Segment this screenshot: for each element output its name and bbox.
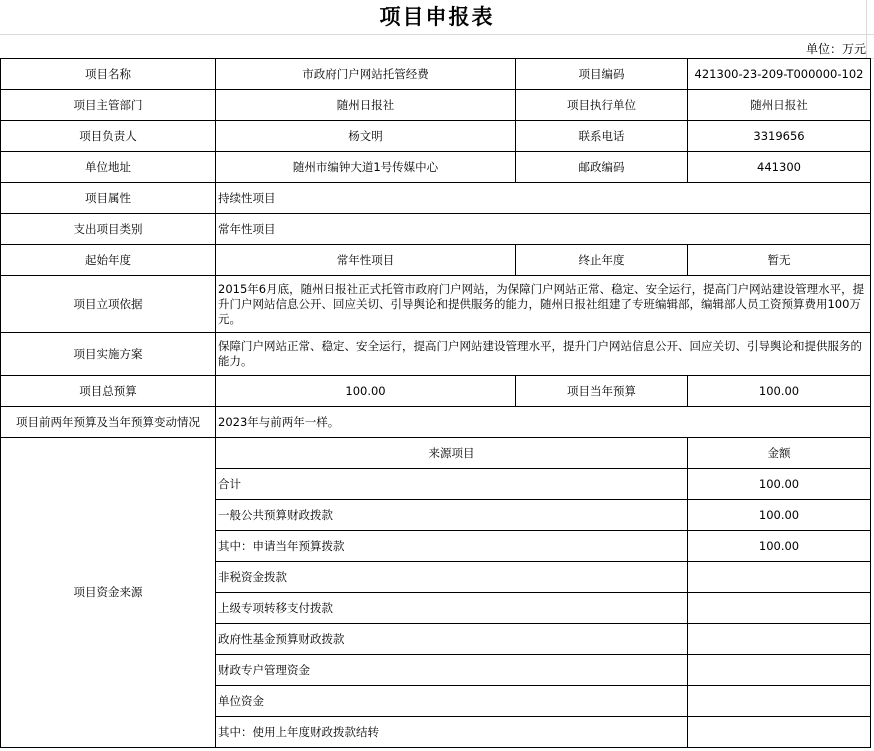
total-budget-label: 项目总预算 [1, 376, 216, 407]
table-row [1, 407, 871, 438]
owner-value[interactable]: 杨文明 [216, 121, 516, 152]
plan-value[interactable]: 保障门户网站正常、稳定、安全运行，提高门户网站建设管理水平，提升门户网站信息公开、回应关切、引导舆论和提供服务的能力。 [216, 333, 871, 376]
budget-change-label: 项目前两年预算及当年预算变动情况 [1, 407, 216, 438]
exec-unit-value[interactable]: 随州日报社 [688, 90, 871, 121]
fund-source-amount[interactable]: 100.00 [688, 469, 871, 500]
plan-label: 项目实施方案 [1, 333, 216, 376]
phone-value[interactable]: 3319656 [688, 121, 871, 152]
table-row [1, 376, 871, 407]
category-label: 支出项目类别 [1, 214, 216, 245]
fund-source-name: 非税资金拨款 [216, 562, 688, 593]
exec-unit-label: 项目执行单位 [516, 90, 688, 121]
project-code-label: 项目编码 [516, 59, 688, 90]
table-row [1, 333, 871, 376]
gridline [0, 34, 874, 35]
budget-change-value[interactable]: 2023年与前两年一样。 [216, 407, 871, 438]
fund-source-name: 其中：申请当年预算拨款 [216, 531, 688, 562]
table-row [1, 276, 871, 333]
fund-source-name: 政府性基金预算财政拨款 [216, 624, 688, 655]
fund-source-name: 财政专户管理资金 [216, 655, 688, 686]
table-row [1, 214, 871, 245]
start-year-value[interactable]: 常年性项目 [216, 245, 516, 276]
source-header: 来源项目 [216, 438, 688, 469]
fund-source-name: 其中：使用上年度财政拨款结转 [216, 717, 688, 748]
total-budget-value[interactable]: 100.00 [216, 376, 516, 407]
table-row [1, 438, 871, 469]
table-row [1, 245, 871, 276]
phone-label: 联系电话 [516, 121, 688, 152]
fund-source-amount[interactable]: 100.00 [688, 500, 871, 531]
fund-source-amount[interactable] [688, 593, 871, 624]
unit-label: 单位：万元 [805, 42, 866, 56]
project-code-value[interactable]: 421300-23-209-T000000-102 [688, 59, 871, 90]
current-budget-value[interactable]: 100.00 [688, 376, 871, 407]
attr-value[interactable]: 持续性项目 [216, 183, 871, 214]
fund-source-amount[interactable] [688, 562, 871, 593]
fund-source-amount[interactable] [688, 686, 871, 717]
address-label: 单位地址 [1, 152, 216, 183]
table-row [1, 59, 871, 90]
table-row [1, 121, 871, 152]
dept-label: 项目主管部门 [1, 90, 216, 121]
project-name-value[interactable]: 市政府门户网站托管经费 [216, 59, 516, 90]
page-title: 项目申报表 [379, 4, 495, 29]
table-row [1, 152, 871, 183]
project-application-table [0, 58, 871, 748]
basis-label: 项目立项依据 [1, 276, 216, 333]
funds-source-label: 项目资金来源 [1, 438, 216, 748]
table-row [1, 90, 871, 121]
table-row [1, 183, 871, 214]
postcode-label: 邮政编码 [516, 152, 688, 183]
postcode-value[interactable]: 441300 [688, 152, 871, 183]
end-year-label: 终止年度 [516, 245, 688, 276]
start-year-label: 起始年度 [1, 245, 216, 276]
category-value[interactable]: 常年性项目 [216, 214, 871, 245]
owner-label: 项目负责人 [1, 121, 216, 152]
dept-value[interactable]: 随州日报社 [216, 90, 516, 121]
basis-value[interactable]: 2015年6月底，随州日报社正式托管市政府门户网站，为保障门户网站正常、稳定、安全运行，提高门户网站建设管理水平，提升门户网站信息公开、回应关切、引导舆论和提供服务的能力，随州日报社组建了专班编辑部，编辑部人员工资预算费用100万元。 [216, 276, 871, 333]
fund-source-name: 合计 [216, 469, 688, 500]
fund-source-amount[interactable] [688, 624, 871, 655]
fund-source-amount[interactable] [688, 717, 871, 748]
attr-label: 项目属性 [1, 183, 216, 214]
end-year-value[interactable]: 暂无 [688, 245, 871, 276]
fund-source-name: 上级专项转移支付拨款 [216, 593, 688, 624]
fund-source-name: 单位资金 [216, 686, 688, 717]
fund-source-name: 一般公共预算财政拨款 [216, 500, 688, 531]
fund-source-amount[interactable] [688, 655, 871, 686]
amount-header: 金额 [688, 438, 871, 469]
address-value[interactable]: 随州市编钟大道1号传媒中心 [216, 152, 516, 183]
current-budget-label: 项目当年预算 [516, 376, 688, 407]
project-name-label: 项目名称 [1, 59, 216, 90]
fund-source-amount[interactable]: 100.00 [688, 531, 871, 562]
